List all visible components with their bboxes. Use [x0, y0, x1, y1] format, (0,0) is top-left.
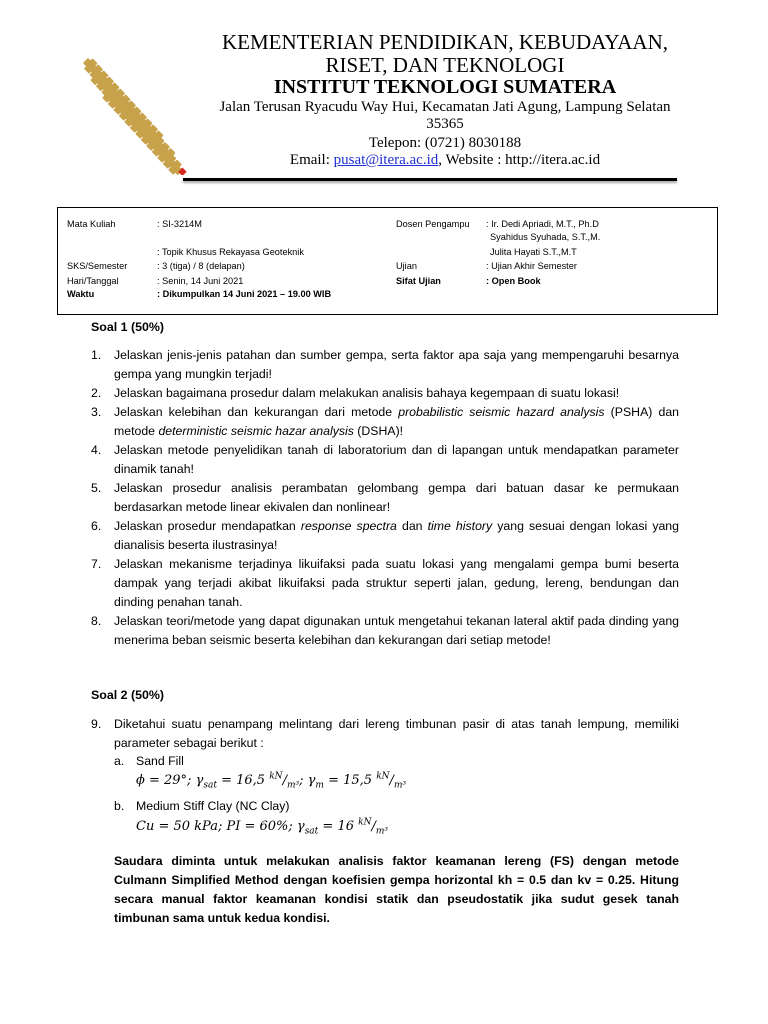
question-6: 6. Jelaskan prosedur mendapatkan response spectra dan time history yang sesuai dengan lokasi yang dianalisis beserta ilustrasinya! [91, 519, 679, 552]
ujian-value: : Ujian Akhir Semester [486, 261, 577, 271]
waktu-label: Waktu [67, 289, 95, 299]
question-3: 3. Jelaskan kelebihan dan kekurangan dari metode probabilistic seismic hazard analysis (PSHA) dan metode deterministic seismic hazar analysis (DSHA)! [91, 405, 680, 438]
clay-math: Cu = 50 kPa; PI = 60%; $\gamma_{sat} = 16$ $^{kN}/_{m^3}$ [136, 818, 389, 837]
sand-fill-parameters [136, 772, 406, 791]
hari-label: Hari/Tanggal [67, 276, 119, 286]
sks-value: : 3 (tiga) / 8 (delapan) [157, 261, 245, 271]
letterhead-divider [183, 178, 677, 181]
item-a-label: a. [114, 754, 125, 768]
question-2: 2. Jelaskan bagaimana prosedur dalam melakukan analisis bahaya kegempaan di suatu lokasi! [91, 386, 620, 400]
dosen-2: Syahidus Syuhada, S.T.,M. [490, 232, 601, 242]
waktu-value: : Dikumpulkan 14 Juni 2021 – 19.00 WIB [157, 289, 332, 299]
question-1: 1. Jelaskan jenis-jenis patahan dan sumber gempa, serta faktor apa saja yang mempengaruhi besarnya gempa yang mungkin terjadi! [91, 348, 679, 381]
clay-parameters [136, 818, 388, 837]
sand-fill-math: ϕ = 29°; $\gamma_{sat} = 16,5$ $^{kN}/_{m^3}$; $\gamma_m = 15,5$ $^{kN}/_{m^3}$ [136, 772, 407, 791]
website-text: , Website : http://itera.ac.id [438, 152, 601, 168]
sifat-label: Sifat Ujian [396, 276, 441, 286]
topik-value: : Topik Khusus Rekayasa Geoteknik [157, 247, 304, 257]
question-9: 9. Diketahui suatu penampang melintang dari lereng timbunan pasir di atas tanah lempung, memiliki parameter sebagai berikut : [91, 717, 679, 750]
item-b-label: b. [114, 799, 125, 813]
email-link[interactable]: pusat@itera.ac.id [333, 152, 439, 168]
itera-logo [80, 55, 205, 175]
exam-info-box [57, 207, 718, 315]
contact-line [190, 151, 700, 169]
email-prefix: Email: [289, 152, 334, 168]
instruction-paragraph: Saudara diminta untuk melakukan analisis faktor keamanan lereng (FS) dengan metode Culmann Simplified Method dengan koefisien gempa horizontal kh = 0.5 dan kv = 0.25. Hitung secara manual faktor keamanan kondisi statik dan pseudostatik jika sudut gesek tanah timbunan sama untuk kedua kondisi. [114, 854, 679, 925]
hari-value: : Senin, 14 Juni 2021 [157, 276, 244, 286]
ministry-line-1: KEMENTERIAN PENDIDIKAN, KEBUDAYAAN, [221, 30, 669, 54]
mata-kuliah-value: : SI-3214M [157, 219, 202, 229]
dosen-3: Julita Hayati S.T.,M.T [490, 247, 577, 257]
mata-kuliah-label: Mata Kuliah [67, 219, 116, 229]
address-line-1: Jalan Terusan Ryacudu Way Hui, Kecamatan Jati Agung, Lampung Selatan [219, 99, 671, 115]
question-4: 4. Jelaskan metode penyelidikan tanah di laboratorium dan di lapangan untuk mendapatkan parameter dinamik tanah! [91, 443, 679, 476]
dosen-label: Dosen Pengampu [396, 219, 470, 229]
dosen-1: : Ir. Dedi Apriadi, M.T., Ph.D [486, 219, 599, 229]
soal-2-title: Soal 2 (50%) [91, 688, 164, 702]
soal-1-title: Soal 1 (50%) [91, 320, 164, 334]
ministry-line-2: RISET, DAN TEKNOLOGI [325, 53, 565, 77]
item-a-text: Sand Fill [136, 754, 184, 768]
address-line-2: 35365 [426, 116, 464, 132]
ujian-label: Ujian [396, 261, 417, 271]
sks-label: SKS/Semester [67, 261, 128, 271]
item-b-text: Medium Stiff Clay (NC Clay) [136, 799, 290, 813]
soal-1-list [91, 346, 679, 650]
phone-line: Telepon: (0721) 8030188 [368, 135, 522, 151]
sifat-value: : Open Book [486, 276, 541, 286]
institute-name: INSTITUT TEKNOLOGI SUMATERA [273, 76, 617, 98]
question-5: 5. Jelaskan prosedur analisis perambatan gelombang gempa dari batuan dasar ke permukaan berdasarkan metode linear ekivalen dan nonlinear! [91, 481, 679, 514]
question-7: 7. Jelaskan mekanisme terjadinya likuifaksi pada suatu lokasi yang mengalami gempa bumi beserta dampak yang terjadi akibat likuifaksi pada struktur seperti jalan, gedung, lereng, bendungan dan dinding penahan tanah. [91, 557, 679, 609]
question-8: 8. Jelaskan teori/metode yang dapat digunakan untuk mengetahui tekanan lateral aktif pada dinding yang menerima beban seismic beserta kelebihan dan kekurangan dari setiap metode! [91, 614, 679, 647]
